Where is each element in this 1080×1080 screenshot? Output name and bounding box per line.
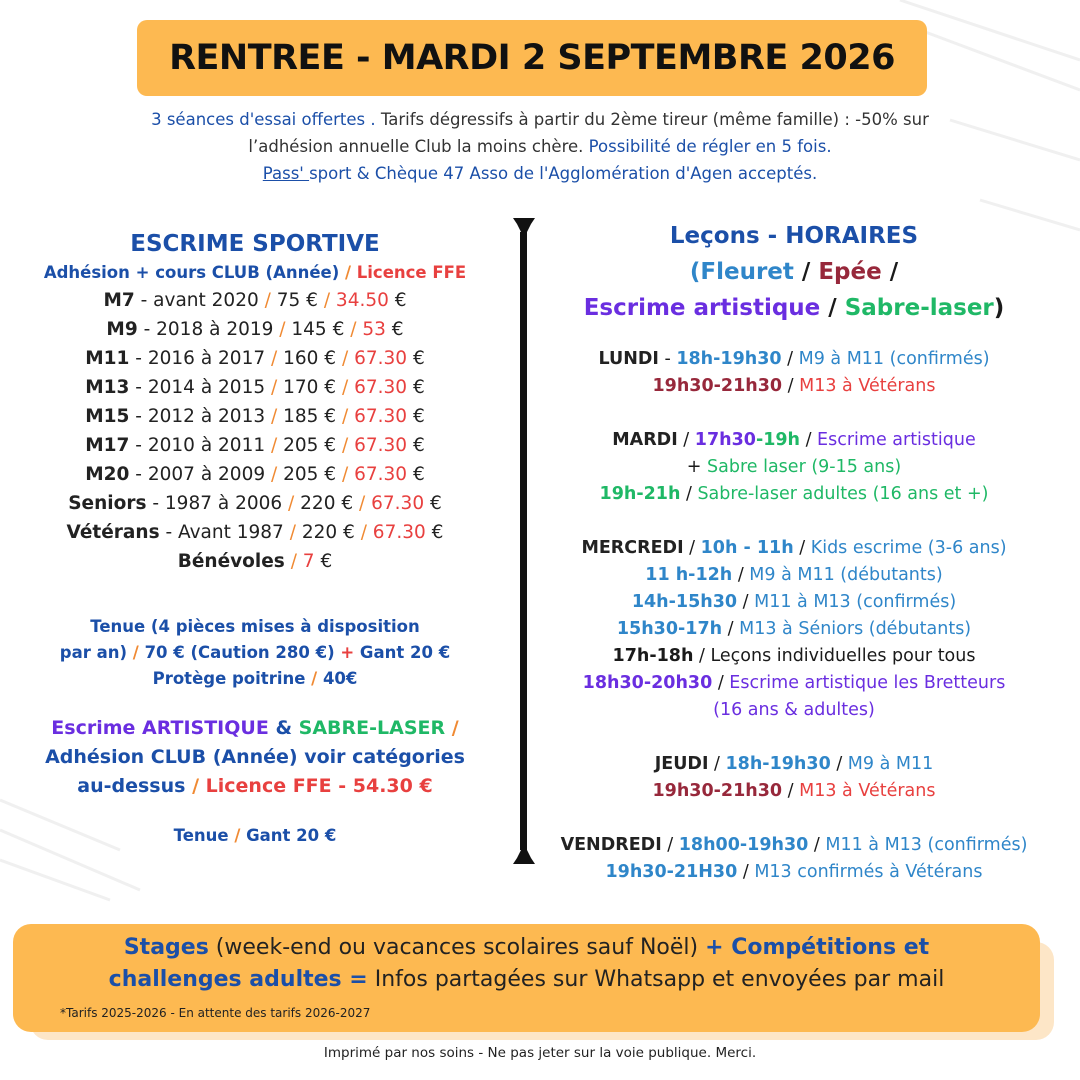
sep: /	[341, 348, 349, 369]
epee-label: Epée	[818, 259, 882, 285]
sep: /	[341, 435, 349, 456]
horaires-section	[536, 218, 1052, 886]
time: 19h30-21h30	[652, 781, 783, 801]
club-price: 170 €	[277, 377, 342, 398]
sep: /	[677, 430, 695, 450]
sep: /	[289, 522, 296, 543]
tenue-price: 70 € (Caution 280 €)	[138, 643, 341, 662]
category-row	[0, 402, 510, 431]
euro: €	[412, 464, 425, 485]
category-name: Vétérans	[66, 522, 160, 543]
time: 18h00-19h30	[678, 835, 809, 855]
ffe-price: 67.30	[366, 522, 432, 543]
stages-label: Stages	[123, 935, 209, 960]
ffe-label: Licence FFE	[356, 263, 467, 282]
category-name: M7	[103, 290, 135, 311]
footer-text: Imprimé par nos soins - Ne pas jeter sur la voie publique. Merci.	[323, 1045, 757, 1061]
sep: /	[350, 319, 357, 340]
sep: /	[793, 259, 819, 285]
stages-info-box	[13, 924, 1040, 1032]
sep: /	[808, 835, 826, 855]
amp: &	[268, 717, 299, 739]
ffe-price: 67.30	[348, 435, 413, 456]
intro-line3: sport & Chèque 47 Asso de l'Agglomération d'Agen acceptés.	[309, 164, 818, 183]
tenue-label: Tenue	[173, 826, 235, 845]
sep: /	[820, 295, 845, 321]
ffe-price: 67.30	[348, 464, 413, 485]
club-label: Adhésion + cours CLUB (Année)	[43, 263, 340, 282]
sep: /	[311, 669, 318, 688]
ffe-price: 53	[356, 319, 392, 340]
sep: /	[793, 538, 811, 558]
sep: /	[712, 673, 730, 693]
sep: /	[732, 565, 750, 585]
time: 19h30-21h30	[652, 376, 783, 396]
ffe-price: 67.30	[348, 406, 413, 427]
artistique-label: Escrime ARTISTIQUE	[51, 717, 269, 739]
group: (16 ans & adultes)	[713, 700, 875, 720]
category-row-benevoles	[0, 547, 510, 576]
day-mardi	[536, 427, 1052, 508]
euro: €	[394, 290, 407, 311]
time: 17h-18h	[612, 646, 694, 666]
group: Escrime artistique les Bretteurs	[729, 673, 1006, 693]
stages-text: (week-end ou vacances scolaires sauf Noël)	[208, 935, 706, 960]
protege-price: 40€	[317, 669, 358, 688]
sep: /	[264, 290, 271, 311]
time: 19h-21h	[599, 484, 681, 504]
sep: /	[661, 835, 679, 855]
payment-option: Possibilité de régler en 5 fois.	[588, 137, 832, 156]
divider-top-cap	[513, 218, 535, 232]
sep: /	[781, 349, 799, 369]
category-name: M15	[85, 406, 130, 427]
pricing-header	[0, 260, 510, 286]
day-mercredi	[536, 535, 1052, 724]
ffe-price: 67.30	[348, 348, 413, 369]
sep: /	[271, 435, 278, 456]
sep: /	[341, 377, 349, 398]
day-name: MERCREDI	[581, 538, 684, 558]
artistique-line3	[0, 772, 510, 801]
sep: /	[693, 646, 711, 666]
euro: €	[412, 348, 425, 369]
time: -19h	[755, 430, 801, 450]
plus: +	[340, 643, 355, 662]
category-years: - avant 2020	[134, 290, 265, 311]
category-years: - 2010 à 2011	[129, 435, 271, 456]
competitions-label: + Compétitions et	[705, 935, 930, 960]
category-row	[0, 286, 510, 315]
club-price: 220 €	[295, 522, 361, 543]
horaires-title: Leçons - HORAIRES	[669, 223, 919, 249]
group: Leçons individuelles pour tous	[710, 646, 976, 666]
time: 18h-19h30	[725, 754, 831, 774]
intro-line2: l’adhésion annuelle Club la moins chère.	[248, 137, 589, 156]
horaires-subtitle1	[536, 254, 1052, 290]
sep: /	[722, 619, 740, 639]
club-price: 145 €	[285, 319, 351, 340]
euro: €	[320, 551, 333, 572]
sep: /	[279, 319, 286, 340]
sep: /	[782, 376, 800, 396]
category-years: - 2012 à 2013	[129, 406, 271, 427]
intro-text	[60, 106, 1020, 187]
time: 19h30-21H30	[605, 862, 738, 882]
category-row	[0, 373, 510, 402]
day-vendredi	[536, 832, 1052, 886]
euro: €	[391, 319, 404, 340]
sep: /	[290, 551, 297, 572]
group: M13 confirmés à Vétérans	[754, 862, 983, 882]
category-name: M17	[85, 435, 130, 456]
category-years: - 2016 à 2017	[129, 348, 271, 369]
sep: /	[683, 538, 701, 558]
category-name: M20	[85, 464, 130, 485]
sep: /	[341, 464, 349, 485]
sep: /	[782, 781, 800, 801]
sabre-label: Sabre-laser	[844, 295, 994, 321]
euro: €	[412, 406, 425, 427]
stages-line2	[13, 964, 1040, 996]
euro: €	[429, 493, 442, 514]
day-name: LUNDI	[598, 349, 659, 369]
sep: /	[708, 754, 726, 774]
time: 14h-15h30	[631, 592, 738, 612]
pass-sport-link[interactable]: Pass'	[262, 164, 310, 183]
licence-price: Licence FFE - 54.30 €	[199, 775, 433, 797]
dash: -	[658, 349, 677, 369]
tarifs-note: *Tarifs 2025-2026 - En attente des tarifs 2026-2027	[60, 1006, 371, 1020]
tenue-line1: Tenue (4 pièces mises à disposition	[90, 617, 420, 636]
escrime-sportive-section	[0, 228, 510, 849]
sep: /	[271, 377, 278, 398]
artistique-label: Escrime artistique	[583, 295, 821, 321]
category-years: - 2007 à 2009	[129, 464, 271, 485]
ffe-price: 7	[296, 551, 321, 572]
group: M9 à M11 (débutants)	[749, 565, 943, 585]
group: Escrime artistique	[817, 430, 976, 450]
gant-price: Gant 20 €	[240, 826, 337, 845]
category-years: - 2014 à 2015	[129, 377, 271, 398]
group: M13 à Séniors (débutants)	[739, 619, 972, 639]
page-title: RENTREE - MARDI 2 SEPTEMBRE 2026	[169, 38, 895, 78]
sep: /	[132, 643, 139, 662]
euro: €	[431, 522, 444, 543]
category-name: Seniors	[68, 493, 147, 514]
euro: €	[412, 377, 425, 398]
time: 11 h-12h	[645, 565, 733, 585]
sep: /	[271, 406, 278, 427]
time: 10h - 11h	[700, 538, 794, 558]
sep: /	[800, 430, 818, 450]
group: Kids escrime (3-6 ans)	[810, 538, 1007, 558]
category-row	[0, 460, 510, 489]
section-title-sportive: ESCRIME SPORTIVE	[130, 231, 380, 257]
sep: /	[359, 493, 366, 514]
sep: /	[271, 464, 278, 485]
group: M13 à Vétérans	[799, 781, 936, 801]
sep: /	[323, 290, 331, 311]
ffe-price: 67.30	[365, 493, 430, 514]
category-row	[0, 489, 510, 518]
ffe-price: 67.30	[348, 377, 413, 398]
sep: /	[445, 717, 459, 739]
day-name: VENDREDI	[560, 835, 662, 855]
group: M13 à Vétérans	[799, 376, 936, 396]
day-lundi	[536, 346, 1052, 400]
gant-price: Gant 20 €	[354, 643, 451, 662]
au-dessus: au-dessus	[77, 775, 193, 797]
category-years: - 1987 à 2006	[146, 493, 289, 514]
ffe-price: 34.50	[330, 290, 395, 311]
artistique-line1	[0, 714, 510, 743]
category-list	[0, 286, 510, 547]
category-name: M13	[85, 377, 130, 398]
tenue-line2	[0, 640, 510, 666]
group: M9 à M11 (confirmés)	[798, 349, 990, 369]
club-price: 160 €	[277, 348, 342, 369]
group: M11 à M13 (confirmés)	[825, 835, 1028, 855]
category-row	[0, 518, 510, 547]
group: M11 à M13 (confirmés)	[754, 592, 957, 612]
time: 15h30-17h	[616, 619, 723, 639]
day-jeudi	[536, 751, 1052, 805]
sep: /	[737, 862, 755, 882]
time: 18h30-20h30	[582, 673, 713, 693]
club-price: 205 €	[277, 464, 342, 485]
category-row	[0, 431, 510, 460]
sep: /	[360, 522, 367, 543]
category-row	[0, 315, 510, 344]
sep: /	[737, 592, 755, 612]
artistique-line2: Adhésion CLUB (Année) voir catégories	[45, 746, 465, 768]
time: 18h-19h30	[676, 349, 782, 369]
fleuret-label: Fleuret	[700, 259, 794, 285]
group: Sabre-laser adultes (16 ans et +)	[697, 484, 989, 504]
title-banner	[137, 20, 927, 96]
sep: /	[341, 406, 349, 427]
club-price: 75 €	[270, 290, 324, 311]
sep: /	[288, 493, 295, 514]
group: Sabre laser (9-15 ans)	[707, 457, 902, 477]
euro: €	[412, 435, 425, 456]
tenue-text: par an)	[59, 643, 133, 662]
tenue-line3	[0, 666, 510, 692]
club-price: 185 €	[277, 406, 342, 427]
sep: /	[830, 754, 848, 774]
stages-line1	[13, 932, 1040, 964]
plus: +	[686, 457, 708, 477]
day-name: JEUDI	[654, 754, 709, 774]
category-row	[0, 344, 510, 373]
category-name: M11	[85, 348, 130, 369]
sep: /	[680, 484, 698, 504]
category-years: - Avant 1987	[159, 522, 290, 543]
sep: /	[271, 348, 278, 369]
sep: /	[339, 263, 357, 282]
horaires-subtitle2	[536, 290, 1052, 326]
paren: (	[689, 259, 701, 285]
center-divider	[520, 232, 527, 850]
category-name: Bénévoles	[177, 551, 285, 572]
info-text: Infos partagées sur Whatsapp et envoyées par mail	[367, 967, 945, 992]
club-price: 220 €	[294, 493, 360, 514]
group: M9 à M11	[847, 754, 934, 774]
club-price: 205 €	[277, 435, 342, 456]
day-name: MARDI	[612, 430, 678, 450]
category-name: M9	[106, 319, 138, 340]
challenges-label: challenges adultes =	[108, 967, 368, 992]
time: 17h30	[694, 430, 756, 450]
sep: /	[192, 775, 200, 797]
trial-sessions: 3 séances d'essai offertes .	[151, 110, 376, 129]
protege-label: Protège poitrine	[152, 669, 312, 688]
divider-bottom-cap	[513, 850, 535, 864]
sep: /	[881, 259, 899, 285]
intro-line1: Tarifs dégressifs à partir du 2ème tireur (même famille) : -50% sur	[375, 110, 929, 129]
category-years: - 2018 à 2019	[137, 319, 280, 340]
paren: )	[993, 295, 1005, 321]
tenue2-line	[0, 823, 510, 849]
sep: /	[234, 826, 241, 845]
sabre-label: SABRE-LASER	[298, 717, 446, 739]
